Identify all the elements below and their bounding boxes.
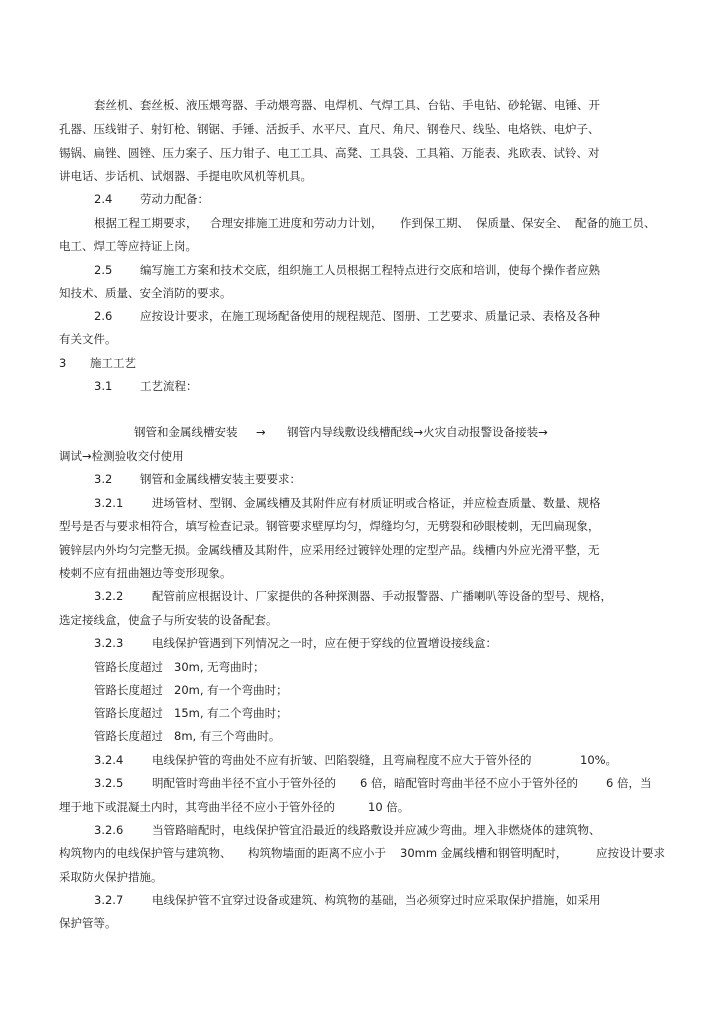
section-3-number: 3 <box>59 356 67 370</box>
section-3-heading: 施工工艺 <box>90 356 136 370</box>
section-2-5-number: 2.5 <box>94 263 113 277</box>
process-flow-steps-4-5: 调试→检测验收交付使用 <box>59 449 184 463</box>
section-3-2-5-text-3: 6 倍，当 <box>606 776 652 790</box>
section-3-2-5-text-2: 6 倍，暗配管时弯曲半径不应小于管外径的 <box>360 776 578 790</box>
condition-2-value: 20m, 有一个弯曲时； <box>174 683 288 697</box>
labor-line-2: 电工、焊工等应持证上岗。 <box>59 239 197 253</box>
section-3-2-6-line-2-part-4: 应按设计要求 <box>596 846 665 860</box>
section-3-1-number: 3.1 <box>94 379 113 393</box>
labor-line-1-part-5: 配备的施工员、 <box>575 216 656 230</box>
process-flow-step-1: 钢管和金属线槽安装 <box>134 425 238 439</box>
section-3-2-5-line-2-part-2: 10 倍。 <box>368 800 410 814</box>
section-3-2-6-text: 当管路暗配时，电线保护管宜沿最近的线路敷设并应减少弯曲。埋入非燃烧体的建筑物、 <box>152 823 601 837</box>
process-flow-steps-2-3: 钢管内导线敷设线槽配线→火灾自动报警设备接装→ <box>287 425 548 439</box>
condition-4-label: 管路长度超过 <box>94 729 163 743</box>
section-3-2-7-number: 3.2.7 <box>94 893 124 907</box>
section-2-6-line-2: 有关文件。 <box>59 332 117 346</box>
section-3-2-3-text: 电线保护管遇到下列情况之一时，应在便于穿线的位置增设接线盒： <box>152 636 497 650</box>
section-3-2-7-text: 电线保护管不宜穿过设备或建筑、构筑物的基础，当必须穿过时应采取保护措施，如采用 <box>152 893 601 907</box>
section-3-2-2-text: 配管前应根据设计、厂家提供的各种探测器、手动报警器、广播喇叭等设备的型号、规格， <box>152 589 612 603</box>
section-2-6-text: 应按设计要求，在施工现场配备使用的规程规范、图册、工艺要求、质量记录、表格及各种 <box>140 309 600 323</box>
process-flow-arrow: → <box>256 425 266 439</box>
tools-line-4: 讲电话、步话机、试烟器、手提电吹风机等机具。 <box>59 169 312 183</box>
section-3-2-6-line-2-part-2: 构筑物墙面的距离不应小于 <box>248 846 386 860</box>
section-3-2-number: 3.2 <box>94 472 113 486</box>
section-2-5-text: 编写施工方案和技术交底，组织施工人员根据工程特点进行交底和培训，使每个操作者应熟 <box>140 263 600 277</box>
condition-2-label: 管路长度超过 <box>94 683 163 697</box>
section-3-2-heading: 钢管和金属线槽安装主要要求： <box>140 472 301 486</box>
section-3-2-4-number: 3.2.4 <box>94 753 124 767</box>
condition-3-label: 管路长度超过 <box>94 706 163 720</box>
condition-3-value: 15m, 有二个弯曲时； <box>174 706 288 720</box>
section-3-2-1-line-2: 型号是否与要求相符合，填写检查记录。钢管要求壁厚均匀，焊缝均匀，无劈裂和砂眼棱刺，无凹扁现象， <box>59 519 600 533</box>
labor-line-1-part-1: 根据工程工期要求， <box>94 216 198 230</box>
section-3-2-1-line-3: 镀锌层内外均匀完整无损。金属线槽及其附件，应采用经过镀锌处理的定型产品。线槽内外应光滑平整，无 <box>59 543 600 557</box>
section-3-2-2-number: 3.2.2 <box>94 589 124 603</box>
section-2-5-line-2: 知技术、质量、安全消防的要求。 <box>59 286 232 300</box>
section-3-2-6-number: 3.2.6 <box>94 823 124 837</box>
condition-4-value: 8m, 有三个弯曲时。 <box>174 729 281 743</box>
section-2-6-number: 2.6 <box>94 309 113 323</box>
section-3-2-6-line-2-part-3: 30mm 金属线槽和钢管明配时， <box>400 846 568 860</box>
section-3-2-6-line-2-part-1: 构筑物内的电线保护管与建筑物、 <box>59 846 232 860</box>
section-3-2-5-text-1: 明配管时弯曲半径不宜小于管外径的 <box>152 776 336 790</box>
labor-line-1-part-2: 合理安排施工进度和劳动力计划， <box>210 216 383 230</box>
section-3-2-5-number: 3.2.5 <box>94 776 124 790</box>
section-3-2-4-value: 10%。 <box>580 753 618 767</box>
section-3-2-1-line-4: 棱刺不应有扭曲翘边等变形现象。 <box>59 566 232 580</box>
section-3-2-1-text: 进场管材、型钢、金属线槽及其附件应有材质证明或合格证，并应检查质量、数量、规格 <box>152 496 601 510</box>
section-3-1-heading: 工艺流程： <box>140 379 198 393</box>
section-3-2-1-number: 3.2.1 <box>94 496 124 510</box>
condition-1-value: 30m, 无弯曲时； <box>174 660 265 674</box>
tools-line-2: 孔器、压线钳子、射钉枪、钢锯、手锤、活扳手、水平尺、直尺、角尺、钢卷尺、线坠、电烙铁、电炉子、 <box>59 122 600 136</box>
section-3-2-3-number: 3.2.3 <box>94 636 124 650</box>
labor-line-1-part-3: 作到保工期、 <box>400 216 469 230</box>
section-3-2-6-line-3: 采取防火保护措施。 <box>59 870 163 884</box>
condition-1-label: 管路长度超过 <box>94 660 163 674</box>
section-3-2-5-line-2-part-1: 埋于地下或混凝土内时，其弯曲半径不应小于管外径的 <box>59 800 335 814</box>
section-3-2-4-text: 电线保护管的弯曲处不应有折皱、凹陷裂缝，且弯扁程度不应大于管外径的 <box>152 753 532 767</box>
section-3-2-7-line-2: 保护管等。 <box>59 916 117 930</box>
section-2-4-number: 2.4 <box>94 192 113 206</box>
tools-line-3: 锡锅、扁锉、圆锉、压力案子、压力钳子、电工工具、高凳、工具袋、工具箱、万能表、兆欧表、试铃、对 <box>59 146 600 160</box>
section-3-2-2-line-2: 选定接线盒，使盒子与所安装的设备配套。 <box>59 613 278 627</box>
section-2-4-heading: 劳动力配备： <box>140 192 209 206</box>
labor-line-1-part-4: 保质量、保安全、 <box>476 216 568 230</box>
tools-line-1: 套丝机、套丝板、液压煨弯器、手动煨弯器、电焊机、气焊工具、台钻、手电钻、砂轮锯、电锤、开 <box>94 98 600 112</box>
